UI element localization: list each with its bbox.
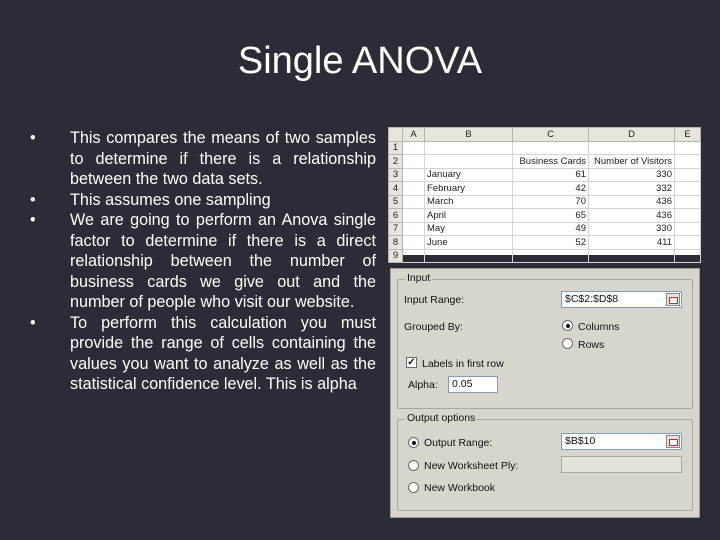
cell[interactable]: Business Cards: [513, 155, 589, 169]
output-range-radio[interactable]: [408, 437, 419, 448]
output-group-title: Output options: [407, 412, 476, 424]
cell[interactable]: March: [425, 195, 513, 209]
table-row: [389, 155, 701, 169]
spreadsheet-grid: [388, 127, 701, 263]
collapse-dialog-icon[interactable]: [666, 435, 680, 448]
table-row: [389, 195, 701, 209]
cell[interactable]: [675, 168, 701, 182]
table-row: [389, 236, 701, 250]
cell[interactable]: [425, 249, 513, 263]
row-header[interactable]: 2: [389, 155, 403, 169]
columns-label[interactable]: Columns: [578, 321, 620, 333]
output-range-field[interactable]: [561, 433, 682, 450]
cell[interactable]: [589, 141, 675, 155]
anova-dialog: [390, 268, 700, 518]
column-header[interactable]: A: [403, 128, 425, 142]
row-header[interactable]: 8: [389, 236, 403, 250]
cell[interactable]: Number of Visitors: [589, 155, 675, 169]
cell[interactable]: 61: [513, 168, 589, 182]
column-header[interactable]: C: [513, 128, 589, 142]
cell[interactable]: 436: [589, 195, 675, 209]
bullet-item: [30, 190, 376, 211]
input-group-title: Input: [407, 272, 431, 284]
table-row: [389, 249, 701, 263]
alpha-field[interactable]: [448, 376, 498, 393]
cell[interactable]: 411: [589, 236, 675, 250]
cell[interactable]: 70: [513, 195, 589, 209]
cell[interactable]: [403, 182, 425, 196]
grouped-by-label: Grouped By:: [404, 321, 463, 333]
bullet-text: This compares the means of two samples to determine if there is a relationship between the two data sets.: [70, 129, 376, 188]
cell[interactable]: 65: [513, 209, 589, 223]
bullet-item: [30, 210, 376, 313]
row-header[interactable]: 3: [389, 168, 403, 182]
cell[interactable]: [675, 222, 701, 236]
column-header[interactable]: B: [425, 128, 513, 142]
output-range-value: $B$10: [565, 435, 596, 447]
input-range-value: $C$2:$D$8: [565, 293, 619, 305]
cell[interactable]: 332: [589, 182, 675, 196]
bullet-text: To perform this calculation you must provide the range of cells containing the values you want to analyze as well as the statistical confidence level. This is alpha: [70, 313, 376, 393]
output-group: [397, 412, 693, 511]
rows-radio[interactable]: [562, 338, 573, 349]
cell[interactable]: February: [425, 182, 513, 196]
cell[interactable]: [403, 195, 425, 209]
new-worksheet-field[interactable]: [561, 456, 682, 473]
new-worksheet-radio[interactable]: [408, 460, 419, 471]
cell[interactable]: 49: [513, 222, 589, 236]
table-row: [389, 222, 701, 236]
cell[interactable]: June: [425, 236, 513, 250]
bullet-dot: •: [30, 190, 36, 209]
corner-cell[interactable]: [389, 128, 403, 142]
output-range-label[interactable]: Output Range:: [424, 437, 493, 449]
cell[interactable]: [675, 195, 701, 209]
cell[interactable]: April: [425, 209, 513, 223]
bullet-dot: •: [30, 129, 36, 147]
column-header[interactable]: E: [675, 128, 701, 142]
table-row: [389, 168, 701, 182]
cell[interactable]: [403, 236, 425, 250]
column-header-row: [389, 128, 701, 142]
cell[interactable]: 330: [589, 222, 675, 236]
cell[interactable]: [403, 155, 425, 169]
input-range-field[interactable]: [561, 291, 682, 308]
input-group: [397, 272, 693, 409]
bullet-dot: •: [30, 313, 36, 332]
column-header[interactable]: D: [589, 128, 675, 142]
input-range-label: Input Range:: [404, 294, 465, 306]
cell[interactable]: [675, 141, 701, 155]
columns-radio[interactable]: [562, 320, 573, 331]
cell[interactable]: [675, 182, 701, 196]
table-row: [389, 141, 701, 155]
bullet-item: [30, 313, 376, 395]
cell[interactable]: May: [425, 222, 513, 236]
row-header[interactable]: 4: [389, 182, 403, 196]
cell[interactable]: 42: [513, 182, 589, 196]
cell[interactable]: [513, 249, 589, 263]
cell[interactable]: [675, 249, 701, 263]
row-header[interactable]: 9: [389, 249, 403, 263]
rows-label[interactable]: Rows: [578, 339, 605, 351]
collapse-dialog-icon[interactable]: [666, 293, 680, 306]
cell[interactable]: [403, 222, 425, 236]
cell[interactable]: 330: [589, 168, 675, 182]
cell[interactable]: [403, 141, 425, 155]
bullet-dot: •: [30, 211, 36, 229]
cell[interactable]: [675, 236, 701, 250]
cell[interactable]: [675, 209, 701, 223]
alpha-value: 0.05: [452, 378, 473, 390]
labels-first-row-checkbox[interactable]: ✓: [407, 357, 416, 368]
cell[interactable]: [403, 249, 425, 263]
cell[interactable]: [425, 155, 513, 169]
cell[interactable]: 436: [589, 209, 675, 223]
new-workbook-radio[interactable]: [408, 482, 419, 493]
table-row: [389, 182, 701, 196]
cell[interactable]: 52: [513, 236, 589, 250]
alpha-label: Alpha:: [408, 379, 438, 391]
new-workbook-label[interactable]: New Workbook: [424, 482, 495, 494]
cell[interactable]: [589, 249, 675, 263]
cell[interactable]: [403, 209, 425, 223]
cell[interactable]: [513, 141, 589, 155]
cell[interactable]: [425, 141, 513, 155]
labels-first-row-label[interactable]: Labels in first row: [422, 358, 504, 370]
new-worksheet-label[interactable]: New Worksheet Ply:: [424, 460, 519, 472]
table-row: [389, 209, 701, 223]
row-header[interactable]: 5: [389, 195, 403, 209]
cell[interactable]: [403, 168, 425, 182]
cell[interactable]: January: [425, 168, 513, 182]
row-header[interactable]: 7: [389, 222, 403, 236]
bullet-text: This assumes one sampling: [70, 190, 271, 209]
cell[interactable]: [675, 155, 701, 169]
slide-title: Single ANOVA: [237, 40, 483, 82]
bullet-text: We are going to perform an Anova single factor to determine if there is a direct relationship between the number of business cards we give out and the number of people who visit our website.: [70, 211, 376, 311]
spreadsheet: [388, 127, 700, 262]
bullet-list: [30, 128, 376, 395]
row-header[interactable]: 1: [389, 141, 403, 155]
bullet-item: [30, 128, 376, 190]
row-header[interactable]: 6: [389, 209, 403, 223]
